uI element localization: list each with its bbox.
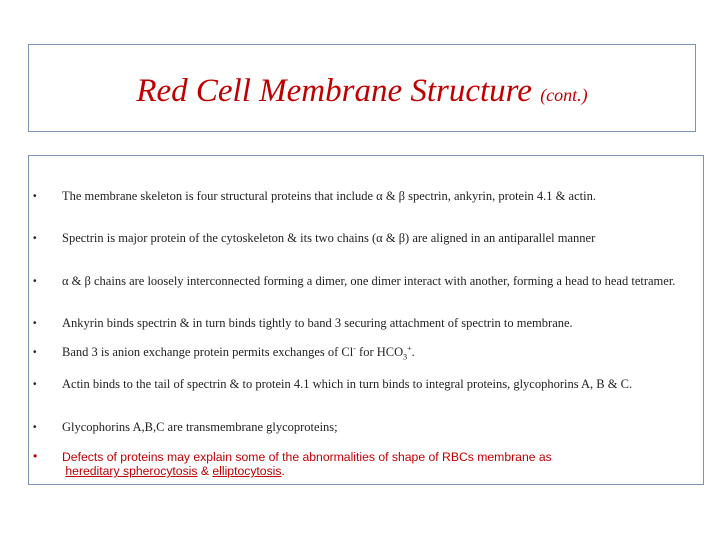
defects-amp: &: [197, 464, 213, 478]
band3-prefix: Band 3 is anion exchange protein permits exchanges of Cl: [62, 345, 354, 359]
bullet-text: Ankyrin binds spectrin & in turn binds tightly to band 3 securing attachment of spectrin to membrane.: [62, 316, 573, 330]
bullet-icon: •: [33, 191, 37, 202]
hco3-charge: +: [407, 343, 412, 353]
bullet-icon: •: [33, 347, 37, 358]
defects-end: .: [281, 464, 285, 478]
bullet-icon: •: [33, 233, 37, 244]
bullet-text: Glycophorins A,B,C are transmembrane glycoproteins;: [62, 420, 338, 434]
title-main: Red Cell Membrane Structure: [136, 73, 532, 109]
bullet-text: α & β chains are loosely interconnected forming a dimer, one dimer interact with another, forming a head to head tetramer.: [62, 274, 676, 288]
bullet-icon: •: [33, 276, 37, 287]
content-box: [28, 155, 704, 485]
bullet-text: The membrane skeleton is four structural proteins that include α & β spectrin, ankyrin, protein 4.1 & actin.: [62, 189, 596, 203]
bullet-icon: •: [33, 422, 37, 433]
band3-for: for HCO: [355, 345, 404, 359]
band3-end: .: [411, 345, 415, 359]
bullet-text: Spectrin is major protein of the cytoskeleton & its two chains (α & β) are aligned in an antiparallel manner: [62, 231, 596, 245]
link-elliptocytosis[interactable]: elliptocytosis: [212, 464, 282, 478]
bullet-icon: •: [33, 318, 37, 329]
bullet-icon: •: [33, 449, 38, 463]
bullet-text-band3: [62, 343, 695, 362]
defects-text: [62, 450, 695, 478]
cl-charge: -: [353, 343, 356, 353]
bullet-text: Actin binds to the tail of spectrin & to protein 4.1 which in turn binds to integral proteins, glycophorins A, B & C.: [62, 377, 633, 391]
defects-main: Defects of proteins may explain some of the abnormalities of shape of RBCs membrane as: [62, 450, 552, 464]
slide-title: [29, 71, 695, 115]
bullet-icon: •: [33, 379, 37, 390]
hco3-subscript: 3: [403, 352, 408, 362]
link-hereditary-spherocytosis[interactable]: hereditary spherocytosis: [65, 464, 198, 478]
title-suffix: (cont.): [540, 85, 588, 105]
title-box: [28, 44, 696, 132]
